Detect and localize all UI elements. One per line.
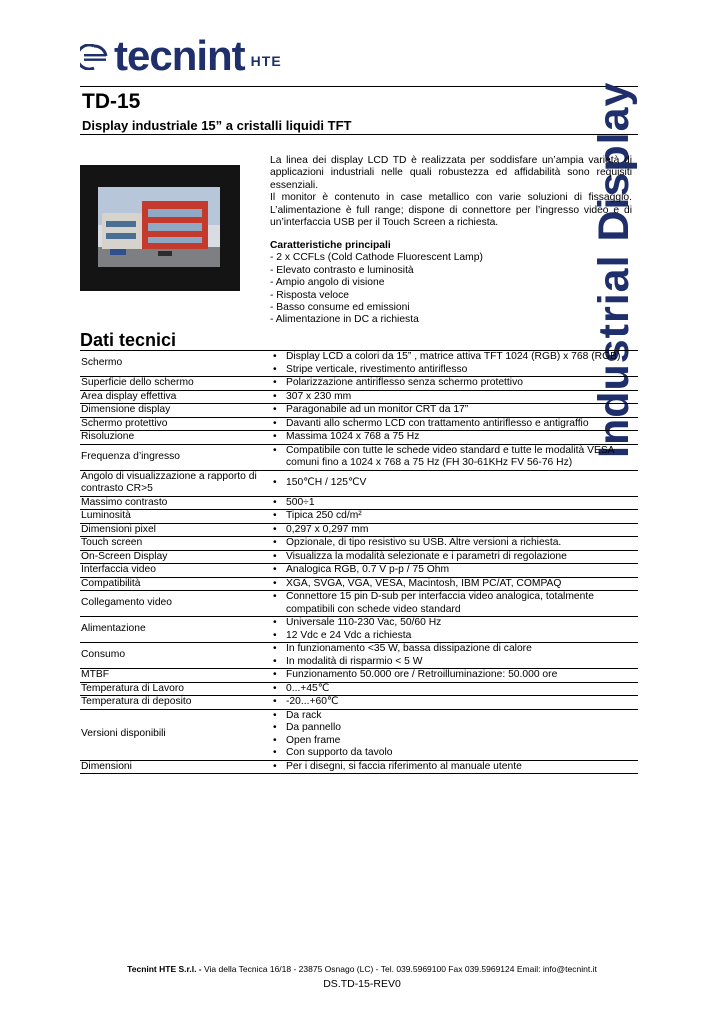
spec-row — [80, 669, 638, 683]
spec-value-item: • Connettore 15 pin D-sub per interfaccia video analogica, totalmente compatibili con schede video standard — [265, 591, 636, 616]
spec-value-item: • Compatibile con tutte le schede video standard e tutte le modalità VESA comuni fino a 1024 x 768 a 75 Hz (FH 30-61KHz FV 56-76 Hz) — [265, 445, 636, 470]
spec-value — [263, 682, 638, 696]
spec-value-list — [265, 710, 636, 760]
spec-value-list — [265, 761, 636, 774]
spec-label: Massimo contrasto — [80, 496, 263, 510]
spec-row — [80, 444, 638, 470]
spec-value-list — [265, 477, 636, 490]
spec-value — [263, 510, 638, 524]
spec-label: MTBF — [80, 669, 263, 683]
spec-value-list — [265, 510, 636, 523]
spec-row — [80, 564, 638, 578]
spec-value — [263, 643, 638, 669]
spec-row — [80, 709, 638, 760]
spec-value-item: • Da rack — [265, 710, 636, 723]
main-features — [270, 240, 632, 327]
spec-value-item: • Con supporto da tavolo — [265, 747, 636, 760]
spec-value-list — [265, 431, 636, 444]
spec-value-item: • Per i disegni, si faccia riferimento al manuale utente — [265, 761, 636, 774]
spec-row — [80, 591, 638, 617]
spec-row — [80, 417, 638, 431]
spec-label: Temperatura di Lavoro — [80, 682, 263, 696]
spec-label: Superficie dello schermo — [80, 377, 263, 391]
spec-label: Dimensione display — [80, 404, 263, 418]
feature-item: - Basso consume ed emissioni — [270, 302, 410, 314]
spec-value-list — [265, 643, 636, 668]
spec-value-list — [265, 591, 636, 616]
company-logo — [80, 32, 282, 79]
footer-company: Tecnint HTE S.r.l. - — [127, 964, 202, 974]
spec-value — [263, 537, 638, 551]
spec-value-list — [265, 551, 636, 564]
spec-label: Angolo di visualizzazione a rapporto di contrasto CR>5 — [80, 470, 263, 496]
document-id: DS.TD-15-REV0 — [323, 978, 401, 990]
spec-label: Collegamento video — [80, 591, 263, 617]
spec-value-item: • Stripe verticale, rivestimento antiriflesso — [265, 364, 636, 377]
spec-label: Dimensioni pixel — [80, 523, 263, 537]
spec-value-item: • Polarizzazione antiriflesso senza schermo protettivo — [265, 377, 636, 390]
spec-value-item: • 0...+45℃ — [265, 683, 636, 696]
spec-value-item: • XGA, SVGA, VGA, VESA, Macintosh, IBM PC/AT, COMPAQ — [265, 578, 636, 591]
spec-row — [80, 470, 638, 496]
spec-label: Alimentazione — [80, 617, 263, 643]
spec-label: Touch screen — [80, 537, 263, 551]
spec-label: On-Screen Display — [80, 550, 263, 564]
spec-value-item: • Visualizza la modalità selezionate e i parametri di regolazione — [265, 551, 636, 564]
spec-value-list — [265, 497, 636, 510]
spec-value — [263, 523, 638, 537]
spec-value-list — [265, 391, 636, 404]
spec-value — [263, 550, 638, 564]
spec-value-item: • In modalità di risparmio < 5 W — [265, 656, 636, 669]
specs-heading: Dati tecnici — [80, 330, 177, 350]
header-rule-bottom — [80, 134, 638, 135]
photo-screen-image — [98, 187, 220, 267]
spec-row — [80, 431, 638, 445]
spec-value-item: • Display LCD a colori da 15” , matrice attiva TFT 1024 (RGB) x 768 (RGB) — [265, 351, 636, 364]
spec-value-item: • 0,297 x 0,297 mm — [265, 524, 636, 537]
spec-row — [80, 643, 638, 669]
spec-value-item: • Analogica RGB, 0.7 V p-p / 75 Ohm — [265, 564, 636, 577]
spec-value — [263, 377, 638, 391]
footer-address — [0, 964, 724, 974]
spec-value-list — [265, 578, 636, 591]
spec-value-list — [265, 669, 636, 682]
feature-item: - Ampio angolo di visione — [270, 277, 385, 289]
spec-label: Versioni disponibili — [80, 709, 263, 760]
product-photo — [80, 165, 240, 291]
vertical-category-title: Industrial Display — [590, 81, 638, 458]
spec-row — [80, 577, 638, 591]
spec-row — [80, 617, 638, 643]
spec-value-item: • 500÷1 — [265, 497, 636, 510]
spec-label: Schermo protettivo — [80, 417, 263, 431]
spec-value-list — [265, 564, 636, 577]
spec-value-item: • Funzionamento 50.000 ore / Retroilluminazione: 50.000 ore — [265, 669, 636, 682]
spec-value-list — [265, 696, 636, 709]
specs-table — [80, 350, 638, 774]
spec-value-item: • Tipica 250 cd/m² — [265, 510, 636, 523]
spec-value-list — [265, 445, 636, 470]
spec-label: Interfaccia video — [80, 564, 263, 578]
product-title: TD-15 — [82, 90, 141, 113]
spec-row — [80, 760, 638, 774]
footer-contacts: Via della Tecnica 16/18 - 23875 Osnago (LC) - Tel. 039.5969100 Fax 039.5969124 Email: info@tecnint.it — [201, 964, 597, 974]
logo-suffix: HTE — [250, 53, 282, 69]
spec-value-item: • 307 x 230 mm — [265, 391, 636, 404]
feature-item: - Risposta veloce — [270, 289, 349, 301]
spec-value — [263, 591, 638, 617]
spec-value-list — [265, 617, 636, 642]
spec-value-item: • 12 Vdc e 24 Vdc a richiesta — [265, 630, 636, 643]
spec-value — [263, 390, 638, 404]
spec-row — [80, 496, 638, 510]
spec-value-item: • Massima 1024 x 768 a 75 Hz — [265, 431, 636, 444]
feature-item: - 2 x CCFLs (Cold Cathode Fluorescent Lamp) — [270, 252, 483, 264]
spec-label: Consumo — [80, 643, 263, 669]
spec-label: Luminosità — [80, 510, 263, 524]
spec-row — [80, 696, 638, 710]
feature-item: - Alimentazione in DC a richiesta — [270, 314, 419, 326]
spec-label: Frequenza d’ingresso — [80, 444, 263, 470]
product-subtitle: Display industriale 15” a cristalli liquidi TFT — [82, 118, 352, 133]
spec-value-item: • Da pannello — [265, 722, 636, 735]
spec-label: Schermo — [80, 351, 263, 377]
spec-row — [80, 404, 638, 418]
spec-value-list — [265, 404, 636, 417]
spec-label: Temperatura di deposito — [80, 696, 263, 710]
spec-row — [80, 390, 638, 404]
spec-value — [263, 444, 638, 470]
intro-paragraph: La linea dei display LCD TD è realizzata per soddisfare un’ampia varietà di applicazioni industriali nelle quali robustezza ed affidabilità sono requisiti essenziali. — [270, 155, 632, 191]
spec-row — [80, 550, 638, 564]
intro-paragraph: Il monitor è contenuto in case metallico con varie soluzioni di fissaggio. L’alimentazione è full range; dispone di connettore per l’ingresso video e di un’interfaccia USB per il Touch Screen a richiesta. — [270, 192, 632, 229]
spec-value-item: • Davanti allo schermo LCD con trattamento antiriflesso e antigraffio — [265, 418, 636, 431]
spec-value-list — [265, 377, 636, 390]
spec-value-list — [265, 418, 636, 431]
feature-item: - Elevato contrasto e luminosità — [270, 264, 414, 276]
spec-value — [263, 577, 638, 591]
spec-value-item: • -20...+60℃ — [265, 696, 636, 709]
spec-value-list — [265, 683, 636, 696]
spec-label: Compatibilità — [80, 577, 263, 591]
features-heading: Caratteristiche principali — [270, 240, 391, 251]
spec-row — [80, 377, 638, 391]
spec-value — [263, 709, 638, 760]
spec-value — [263, 417, 638, 431]
spec-value-list — [265, 351, 636, 376]
spec-label: Risoluzione — [80, 431, 263, 445]
spec-value — [263, 617, 638, 643]
logo-wordmark: tecnint — [114, 32, 245, 79]
spec-row — [80, 523, 638, 537]
spec-value — [263, 496, 638, 510]
spec-value — [263, 760, 638, 774]
spec-value-item: • 150℃H / 125℃V — [265, 477, 636, 490]
spec-value — [263, 696, 638, 710]
header-rule-top — [80, 86, 638, 87]
spec-row — [80, 351, 638, 377]
spec-row — [80, 682, 638, 696]
spec-value-item: • Open frame — [265, 735, 636, 748]
spec-value — [263, 431, 638, 445]
spec-value-item: • Opzionale, di tipo resistivo su USB. Altre versioni a richiesta. — [265, 537, 636, 550]
spec-value — [263, 564, 638, 578]
spec-label: Area display effettiva — [80, 390, 263, 404]
logo-mark-icon — [80, 44, 108, 70]
spec-value — [263, 404, 638, 418]
spec-label: Dimensioni — [80, 760, 263, 774]
spec-row — [80, 537, 638, 551]
spec-value-item: • Paragonabile ad un monitor CRT da 17” — [265, 404, 636, 417]
spec-row — [80, 510, 638, 524]
spec-value — [263, 351, 638, 377]
spec-value-list — [265, 524, 636, 537]
spec-value — [263, 669, 638, 683]
spec-value-list — [265, 537, 636, 550]
spec-value-item: • Universale 110-230 Vac, 50/60 Hz — [265, 617, 636, 630]
intro-text — [270, 155, 632, 229]
spec-value — [263, 470, 638, 496]
spec-value-item: • In funzionamento <35 W, bassa dissipazione di calore — [265, 643, 636, 656]
